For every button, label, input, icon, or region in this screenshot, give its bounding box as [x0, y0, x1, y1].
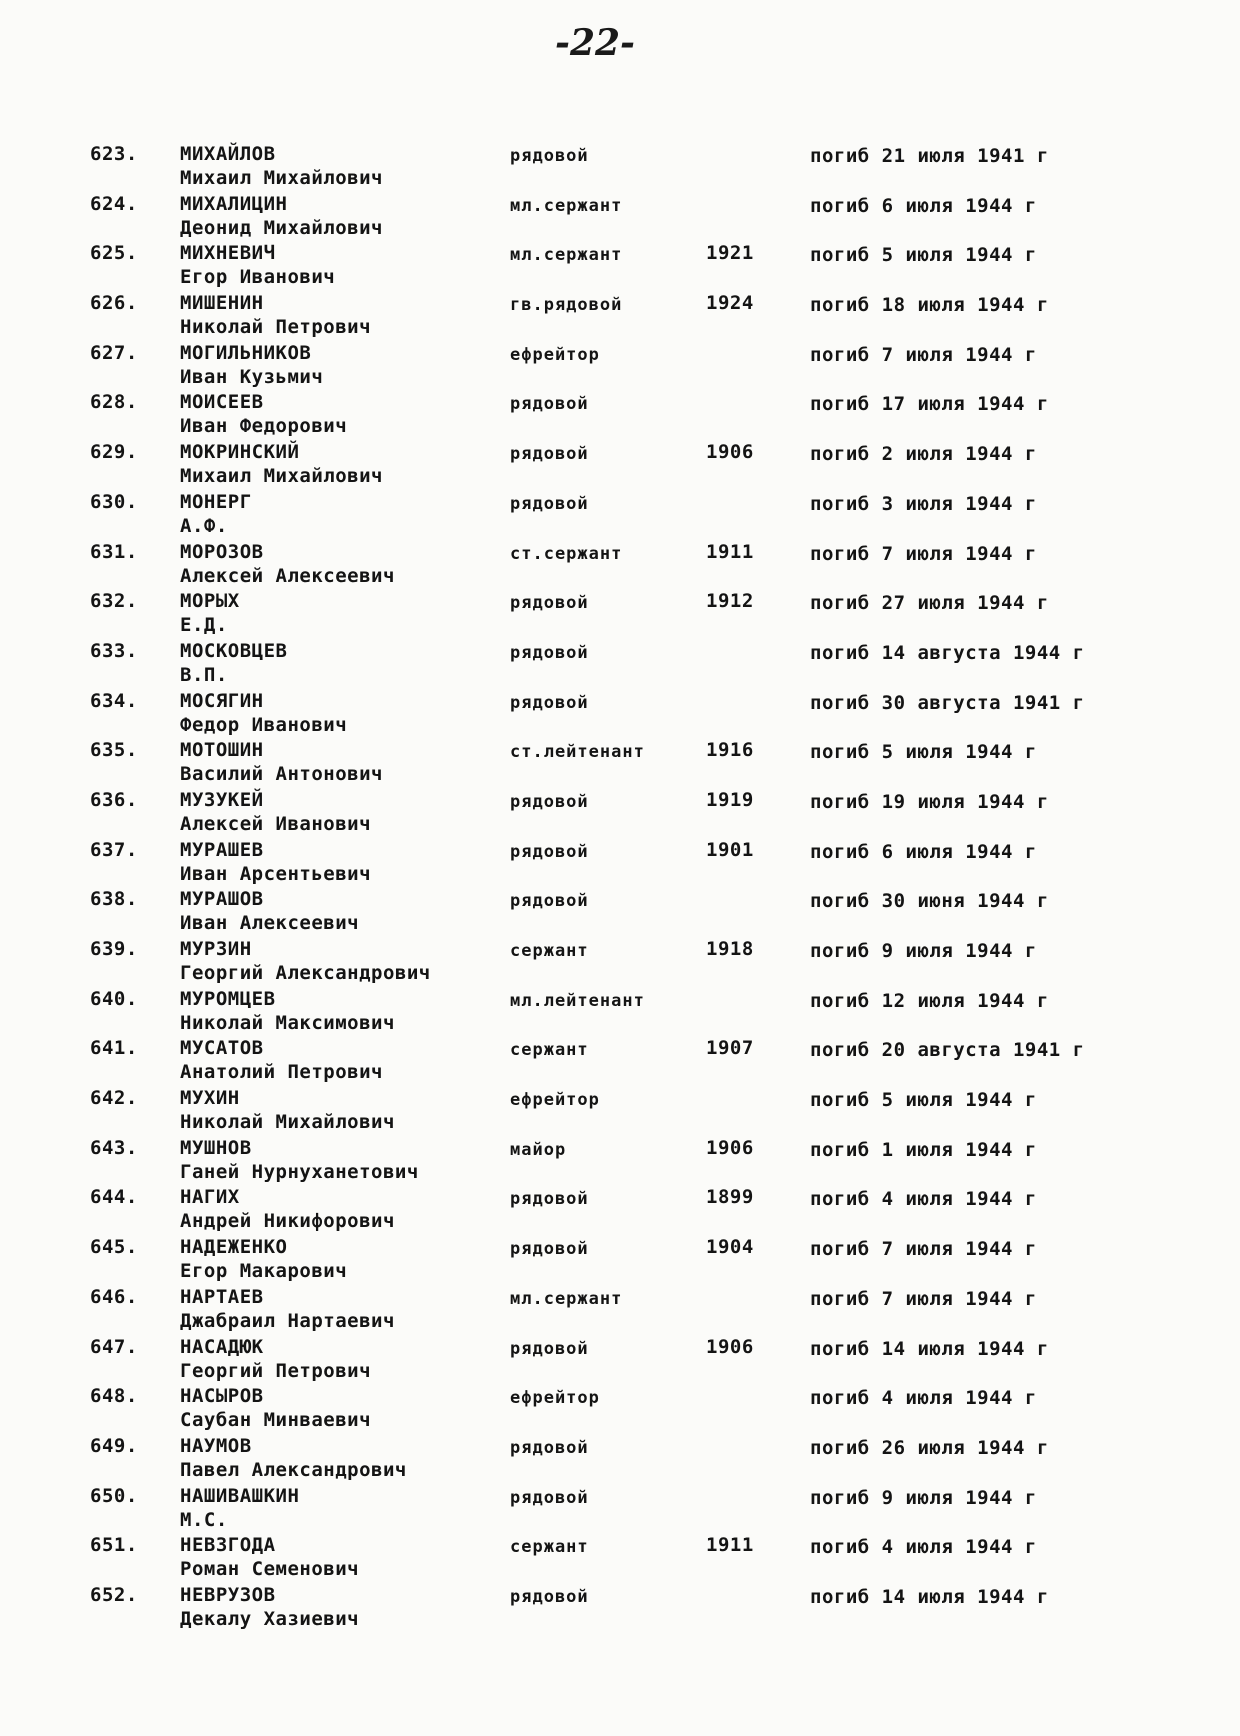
- record-number: 652.: [90, 1583, 138, 1606]
- record-row: [0, 440, 1240, 490]
- record-given-name: Николай Петрович: [180, 316, 372, 339]
- record-row: [0, 142, 1240, 192]
- record-rank: рядовой: [510, 1239, 589, 1260]
- record-given-name: А.Ф.: [180, 514, 228, 537]
- record-number: 649.: [90, 1434, 138, 1457]
- record-given-name: Егор Иванович: [180, 266, 336, 289]
- record-given-name: Саубан Минваевич: [180, 1409, 372, 1432]
- record-row: [0, 1533, 1240, 1583]
- record-surname: МОРЫХ: [180, 590, 240, 613]
- record-row: [0, 1185, 1240, 1235]
- record-number: 646.: [90, 1285, 138, 1308]
- record-fate: погиб 5 июля 1944 г: [810, 244, 1037, 267]
- record-rank: рядовой: [510, 1338, 589, 1359]
- record-fate: погиб 7 июля 1944 г: [810, 343, 1037, 366]
- record-rank: сержант: [510, 1537, 589, 1558]
- record-number: 625.: [90, 242, 138, 265]
- record-rank: ефрейтор: [510, 1388, 600, 1409]
- record-row: [0, 192, 1240, 242]
- record-number: 624.: [90, 192, 138, 215]
- record-given-name: Ганей Нурнуханетович: [180, 1160, 419, 1183]
- record-fate: погиб 30 июня 1944 г: [810, 890, 1049, 913]
- record-given-name: Георгий Петрович: [180, 1359, 372, 1382]
- record-given-name: Джабраил Нартаевич: [180, 1309, 395, 1332]
- record-row: [0, 639, 1240, 689]
- record-fate: погиб 3 июля 1944 г: [810, 492, 1037, 515]
- record-fate: погиб 14 июля 1944 г: [810, 1337, 1049, 1360]
- record-surname: НЕВЗГОДА: [180, 1534, 276, 1557]
- record-surname: МУРЗИН: [180, 938, 252, 960]
- record-given-name: Иван Арсентьевич: [180, 862, 372, 885]
- record-number: 641.: [90, 1037, 138, 1060]
- record-surname: МОРОЗОВ: [180, 540, 264, 563]
- record-row: [0, 887, 1240, 937]
- record-given-name: Иван Кузьмич: [180, 365, 324, 388]
- record-surname: МУРАШОВ: [180, 888, 264, 911]
- record-number: 650.: [90, 1484, 138, 1507]
- record-rank: рядовой: [510, 1487, 589, 1508]
- record-fate: погиб 1 июля 1944 г: [810, 1138, 1037, 1161]
- record-rank: мл.сержант: [510, 1288, 623, 1309]
- record-rank: рядовой: [510, 394, 589, 415]
- record-birth-year: 1921: [706, 242, 754, 265]
- record-fate: погиб 2 июля 1944 г: [810, 443, 1037, 466]
- record-given-name: Николай Михайлович: [180, 1111, 395, 1134]
- record-rank: ефрейтор: [510, 1090, 600, 1111]
- record-birth-year: 1901: [706, 838, 754, 861]
- record-given-name: В.П.: [180, 663, 228, 686]
- record-birth-year: 1919: [706, 788, 754, 811]
- record-given-name: Алексей Иванович: [180, 812, 372, 835]
- record-birth-year: 1906: [706, 1335, 754, 1358]
- record-row: [0, 937, 1240, 987]
- record-given-name: Николай Максимович: [180, 1011, 395, 1034]
- record-fate: погиб 30 августа 1941 г: [810, 691, 1085, 714]
- record-given-name: Алексей Алексеевич: [180, 564, 395, 587]
- record-number: 630.: [90, 490, 138, 513]
- record-birth-year: 1911: [706, 540, 754, 563]
- record-rank: рядовой: [510, 841, 589, 862]
- record-number: 638.: [90, 888, 138, 911]
- record-number: 633.: [90, 639, 138, 662]
- record-surname: НАСАДЮК: [180, 1335, 264, 1358]
- record-surname: НАГИХ: [180, 1186, 240, 1209]
- record-given-name: Роман Семенович: [180, 1558, 360, 1581]
- record-number: 637.: [90, 838, 138, 861]
- record-given-name: Андрей Никифорович: [180, 1210, 395, 1233]
- record-row: [0, 241, 1240, 291]
- record-number: 628.: [90, 391, 138, 414]
- record-birth-year: 1907: [706, 1037, 754, 1060]
- record-surname: МУРОМЦЕВ: [180, 987, 276, 1010]
- record-given-name: Павел Александрович: [180, 1458, 407, 1481]
- record-fate: погиб 5 июля 1944 г: [810, 741, 1037, 764]
- page-number: -22-: [555, 22, 635, 64]
- record-row: [0, 1136, 1240, 1186]
- record-rank: рядовой: [510, 642, 589, 663]
- record-surname: МОГИЛЬНИКОВ: [180, 341, 312, 364]
- record-surname: МОИСЕЕВ: [180, 391, 264, 414]
- record-number: 636.: [90, 788, 138, 811]
- record-surname: НАДЕЖЕНКО: [180, 1236, 288, 1259]
- record-given-name: Федор Иванович: [180, 713, 348, 736]
- record-birth-year: 1906: [706, 441, 754, 464]
- record-fate: погиб 6 июля 1944 г: [810, 840, 1037, 863]
- record-surname: МОСКОВЦЕВ: [180, 639, 288, 662]
- record-row: [0, 589, 1240, 639]
- record-surname: НАРТАЕВ: [180, 1285, 264, 1308]
- record-fate: погиб 26 июля 1944 г: [810, 1436, 1049, 1459]
- record-row: [0, 341, 1240, 391]
- record-surname: НАУМОВ: [180, 1434, 252, 1457]
- record-surname: МИШЕНИН: [180, 292, 264, 315]
- record-fate: погиб 21 июля 1941 г: [810, 145, 1049, 167]
- record-given-name: Е.Д.: [180, 614, 228, 637]
- record-birth-year: 1916: [706, 739, 754, 762]
- record-surname: МОНЕРГ: [180, 490, 252, 513]
- record-rank: мл.лейтенант: [510, 990, 645, 1011]
- record-fate: погиб 7 июля 1944 г: [810, 542, 1037, 565]
- record-number: 645.: [90, 1236, 138, 1259]
- record-number: 643.: [90, 1136, 138, 1159]
- record-given-name: Георгий Александрович: [180, 962, 431, 984]
- record-number: 651.: [90, 1534, 138, 1557]
- record-given-name: Анатолий Петрович: [180, 1061, 383, 1084]
- record-rank: рядовой: [510, 891, 589, 912]
- record-fate: погиб 17 июля 1944 г: [810, 393, 1049, 416]
- record-row: [0, 291, 1240, 341]
- record-fate: погиб 20 августа 1941 г: [810, 1039, 1085, 1062]
- record-row: [0, 1235, 1240, 1285]
- record-number: 640.: [90, 987, 138, 1010]
- record-given-name: М.С.: [180, 1508, 228, 1531]
- record-rank: рядовой: [510, 146, 589, 166]
- record-surname: МОТОШИН: [180, 739, 264, 762]
- record-rank: рядовой: [510, 1586, 589, 1607]
- record-row: [0, 1583, 1240, 1633]
- record-number: 648.: [90, 1385, 138, 1408]
- record-row: [0, 987, 1240, 1037]
- record-number: 647.: [90, 1335, 138, 1358]
- record-given-name: Деонид Михайлович: [180, 216, 383, 239]
- record-surname: МИХАЛИЦИН: [180, 192, 288, 215]
- record-fate: погиб 14 августа 1944 г: [810, 641, 1085, 664]
- record-given-name: Михаил Михайлович: [180, 465, 383, 488]
- record-number: 632.: [90, 590, 138, 613]
- record-row: [0, 838, 1240, 888]
- record-number: 642.: [90, 1087, 138, 1110]
- record-rank: рядовой: [510, 791, 589, 812]
- record-fate: погиб 12 июля 1944 г: [810, 989, 1049, 1012]
- record-fate: погиб 19 июля 1944 г: [810, 790, 1049, 813]
- record-birth-year: 1912: [706, 590, 754, 613]
- record-surname: МИХАЙЛОВ: [180, 143, 276, 165]
- record-fate: погиб 4 июля 1944 г: [810, 1536, 1037, 1559]
- record-row: [0, 788, 1240, 838]
- record-surname: МУЗУКЕЙ: [180, 788, 264, 811]
- record-birth-year: 1899: [706, 1186, 754, 1209]
- record-fate: погиб 7 июля 1944 г: [810, 1287, 1037, 1310]
- record-rank: ст.сержант: [510, 543, 623, 564]
- record-fate: погиб 7 июля 1944 г: [810, 1238, 1037, 1261]
- record-rank: майор: [510, 1139, 567, 1160]
- record-fate: погиб 4 июля 1944 г: [810, 1387, 1037, 1410]
- record-birth-year: 1924: [706, 292, 754, 315]
- record-rank: ст.лейтенант: [510, 742, 645, 763]
- record-row: [0, 1434, 1240, 1484]
- record-surname: НЕВРУЗОВ: [180, 1583, 276, 1606]
- record-number: 629.: [90, 441, 138, 464]
- record-row: [0, 1036, 1240, 1086]
- record-rank: гв.рядовой: [510, 295, 623, 316]
- record-surname: МУСАТОВ: [180, 1037, 264, 1060]
- record-row: [0, 1086, 1240, 1136]
- record-given-name: Василий Антонович: [180, 763, 383, 786]
- record-number: 631.: [90, 540, 138, 563]
- record-birth-year: 1911: [706, 1534, 754, 1557]
- record-surname: НАСЫРОВ: [180, 1385, 264, 1408]
- record-list: [0, 142, 1240, 1633]
- record-fate: погиб 6 июля 1944 г: [810, 194, 1037, 217]
- record-birth-year: 1904: [706, 1236, 754, 1259]
- record-fate: погиб 27 июля 1944 г: [810, 592, 1049, 615]
- record-fate: погиб 5 июля 1944 г: [810, 1089, 1037, 1112]
- record-given-name: Михаил Михайлович: [180, 167, 383, 189]
- record-row: [0, 490, 1240, 540]
- record-rank: рядовой: [510, 1189, 589, 1210]
- record-number: 634.: [90, 689, 138, 712]
- record-birth-year: 1918: [706, 938, 754, 960]
- record-number: 635.: [90, 739, 138, 762]
- record-row: [0, 1285, 1240, 1335]
- record-surname: МИХНЕВИЧ: [180, 242, 276, 265]
- record-rank: рядовой: [510, 593, 589, 614]
- record-row: [0, 738, 1240, 788]
- record-surname: НАШИВАШКИН: [180, 1484, 300, 1507]
- record-given-name: Егор Макарович: [180, 1260, 348, 1283]
- record-given-name: Иван Федорович: [180, 415, 348, 438]
- record-rank: мл.сержант: [510, 195, 623, 216]
- record-number: 627.: [90, 341, 138, 364]
- record-rank: рядовой: [510, 1437, 589, 1458]
- record-surname: МОСЯГИН: [180, 689, 264, 712]
- record-number: 626.: [90, 292, 138, 315]
- record-fate: погиб 18 июля 1944 г: [810, 294, 1049, 317]
- record-row: [0, 1384, 1240, 1434]
- record-number: 639.: [90, 938, 138, 960]
- record-row: [0, 1484, 1240, 1534]
- record-rank: сержант: [510, 941, 589, 961]
- record-rank: мл.сержант: [510, 245, 623, 266]
- record-given-name: Декалу Хазиевич: [180, 1607, 360, 1630]
- record-fate: погиб 9 июля 1944 г: [810, 940, 1037, 962]
- record-rank: рядовой: [510, 444, 589, 465]
- record-birth-year: 1906: [706, 1136, 754, 1159]
- record-number: 644.: [90, 1186, 138, 1209]
- record-rank: ефрейтор: [510, 344, 600, 365]
- record-fate: погиб 9 июля 1944 г: [810, 1486, 1037, 1509]
- record-row: [0, 540, 1240, 590]
- record-rank: сержант: [510, 1040, 589, 1061]
- record-surname: МУРАШЕВ: [180, 838, 264, 861]
- record-surname: МУХИН: [180, 1087, 240, 1110]
- record-fate: погиб 14 июля 1944 г: [810, 1585, 1049, 1608]
- record-given-name: Иван Алексеевич: [180, 912, 360, 935]
- record-rank: рядовой: [510, 493, 589, 514]
- record-row: [0, 390, 1240, 440]
- record-row: [0, 1335, 1240, 1385]
- record-surname: МОКРИНСКИЙ: [180, 441, 300, 464]
- record-number: 623.: [90, 143, 138, 165]
- record-fate: погиб 4 июля 1944 г: [810, 1188, 1037, 1211]
- record-row: [0, 689, 1240, 739]
- record-surname: МУШНОВ: [180, 1136, 252, 1159]
- record-rank: рядовой: [510, 692, 589, 713]
